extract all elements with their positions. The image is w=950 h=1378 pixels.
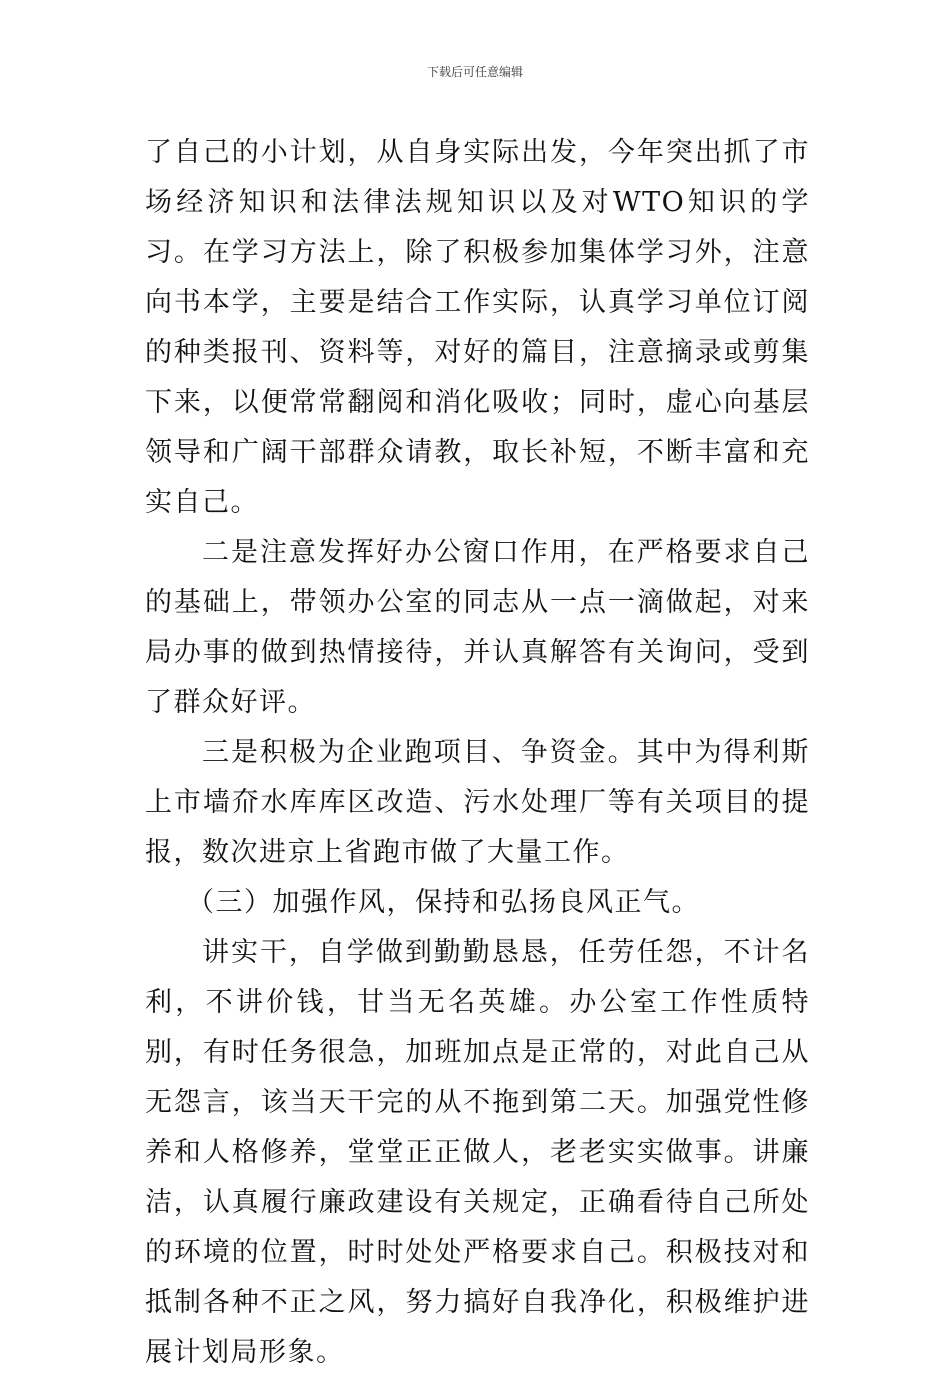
paragraph-continuation: 了自己的小计划，从自身实际出发，今年突出抓了市场经济知识和法律法规知识以及对WTO知识的学习。在学习方法上，除了积极参加集体学习外，注意向书本学，主要是结合工作实际，认真学习单位订阅的种类报刊、资料等，对好的篇目，注意摘录或剪集下来，以便常常翻阅和消化吸收；同时，虚心向基层领导和广阔干部群众请教，取长补短，不断丰富和充实自己。 [145,137,810,518]
page-header: 下载后可任意编辑 [426,65,523,79]
paragraph-projects-funding: 三是积极为企业跑项目、争资金。其中为得利斯上市墙夼水库库区改造、污水处理厂等有关项目的提报，数次进京上省跑市做了大量工作。 [145,737,810,868]
paragraph-office-window: 二是注意发挥好办公窗口作用，在严格要求自己的基础上，带领办公室的同志从一点一滴做起，对来局办事的做到热情接待，并认真解答有关询问，受到了群众好评。 [145,537,810,718]
section-heading: （三）加强作风，保持和弘扬良风正气。 [187,887,700,918]
document-body [145,128,810,1378]
paragraph-work-style: 讲实干，自学做到勤勤恳恳，任劳任怨，不计名利，不讲价钱，甘当无名英雄。办公室工作性质特别，有时任务很急，加班加点是正常的，对此自己从无怨言，该当天干完的从不拖到第二天。加强党性修养和人格修养，堂堂正正做人，老老实实做事。讲廉洁，认真履行廉政建设有关规定，正确看待自己所处的环境的位置，时时处处严格要求自己。积极技对和抵制各种不正之风，努力搞好自我净化，积极维护进展计划局形象。 [145,937,810,1368]
